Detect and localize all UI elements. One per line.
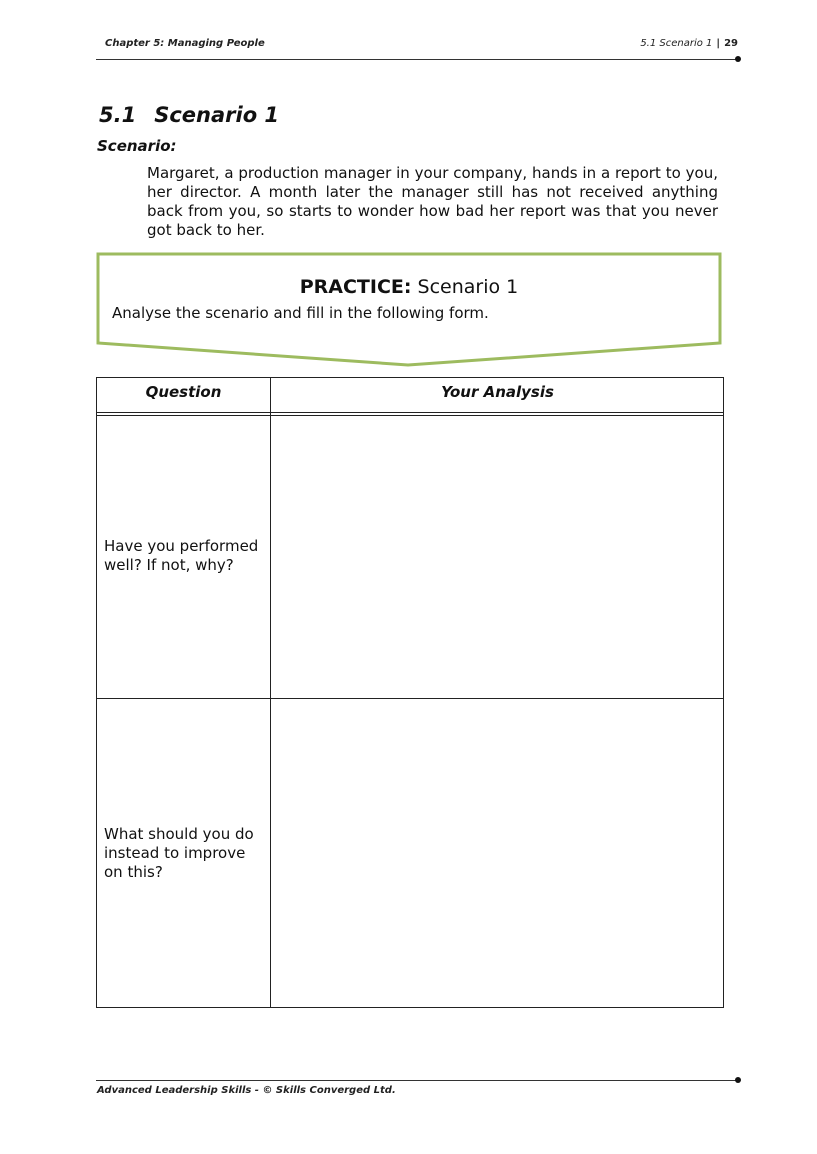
table-row-2-analysis-cell[interactable]	[272, 700, 723, 1006]
table-row-1-analysis-cell[interactable]	[272, 417, 723, 697]
practice-label: PRACTICE:	[299, 276, 412, 298]
scenario-label: Scenario:	[97, 137, 177, 155]
footer-text: Advanced Leadership Skills - © Skills Converged Ltd.	[97, 1085, 396, 1096]
table-header-rule-double	[96, 415, 724, 416]
section-heading	[99, 103, 279, 127]
header-rule	[96, 59, 738, 60]
table-header-rule	[96, 412, 724, 413]
practice-instruction: Analyse the scenario and fill in the following form.	[112, 304, 489, 322]
page-number: 29	[724, 38, 738, 49]
section-number: 5.1	[99, 103, 137, 127]
table-header-question: Question	[145, 383, 222, 401]
header-section-ref: 5.1 Scenario 1	[640, 38, 713, 49]
footer-rule	[96, 1080, 738, 1081]
table-row-2-question: What should you do instead to improve on this?	[104, 825, 254, 881]
header-rule-dot	[735, 56, 741, 62]
scenario-text: Margaret, a production manager in your company, hands in a report to you, her director. A month later the manager still has not received anything back from you, so starts to wonder how bad her report was that you never got back to her.	[147, 164, 718, 239]
header-separator: |	[716, 38, 721, 49]
running-header-chapter: Chapter 5: Managing People	[105, 38, 265, 49]
practice-heading	[98, 276, 720, 298]
practice-title: Scenario 1	[417, 276, 519, 298]
table-column-divider	[270, 377, 271, 1008]
table-row-1-question: Have you performed well? If not, why?	[104, 537, 259, 574]
table-row-divider	[96, 698, 724, 699]
running-header-section	[560, 38, 738, 49]
footer-rule-dot	[735, 1077, 741, 1083]
section-title: Scenario 1	[154, 103, 280, 127]
table-header-analysis: Your Analysis	[441, 383, 554, 401]
